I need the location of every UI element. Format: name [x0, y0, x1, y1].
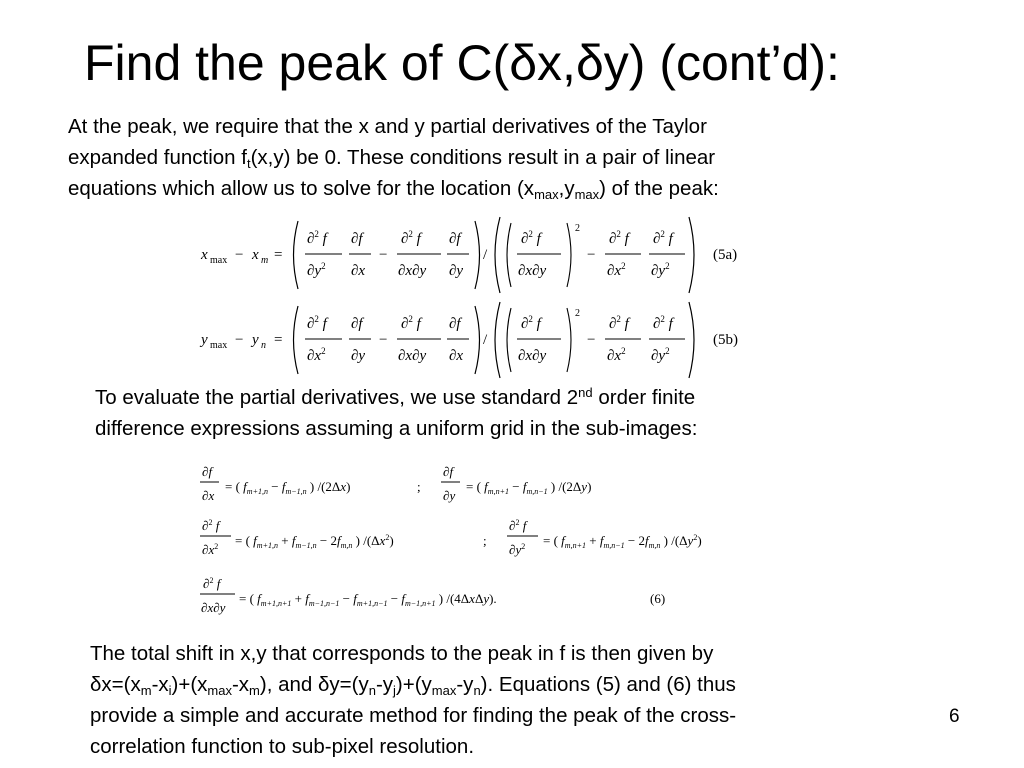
open-paren	[495, 302, 500, 378]
fd-line-2: difference expressions assuming a uniform grid in the sub-images:	[95, 417, 698, 440]
svg-text:/: /	[483, 332, 488, 348]
svg-text:y: y	[252, 332, 259, 348]
equation-5b-lhs	[199, 332, 282, 351]
fd-line-1	[95, 382, 697, 413]
subscript: m	[140, 683, 152, 698]
text-run: ), and δy=(y	[259, 673, 369, 696]
numerator: ∂$^2$ f	[609, 314, 629, 332]
mixed-derivative	[200, 576, 497, 615]
denominator: ∂x∂y	[398, 263, 427, 279]
svg-text:/: /	[483, 247, 488, 263]
numerator: ∂$^2$ f	[307, 229, 327, 247]
conclusion-paragraph	[90, 638, 736, 762]
equation-5a-label: (5a)	[713, 247, 738, 263]
text-run: )+(x	[171, 673, 208, 696]
numerator: ∂$^2$ f	[401, 314, 421, 332]
open-paren	[294, 221, 299, 289]
denominator: ∂x∂y	[518, 348, 547, 364]
svg-text:= ( fm+1,n − fm−1,n ) /(2Δx): = ( $f_{m+1,n} - f_{m-1,n}$ ) /(2Δx)	[225, 479, 351, 496]
text-run: )+(y	[395, 673, 432, 696]
conclusion-line-2	[90, 669, 736, 700]
denominator: $\partial y^2$	[651, 261, 670, 279]
svg-text:max: max	[210, 340, 228, 351]
intro-line-1: At the peak, we require that the x and y partial derivatives of the Taylor	[68, 115, 707, 138]
svg-text:= ( fm,n+1 + fm,n−1 − 2fm,n ): = ( $f_{m,n+1} + f_{m,n-1} - 2f_{m,n}$ ) $/(\Delta y^2)$	[543, 533, 702, 550]
svg-text:= ( fm,n+1 − fm,n−1 ) /(2Δy): = ( $f_{m,n+1} - f_{m,n-1}$ ) /(2Δy)	[466, 479, 592, 496]
page-number: 6	[949, 706, 960, 727]
numerator: ∂$^2$ f	[653, 314, 673, 332]
intro-line-2	[68, 142, 719, 173]
equation-5b	[195, 298, 765, 382]
separator: ;	[417, 479, 421, 494]
equation-5a	[195, 213, 765, 297]
text-run: -y	[456, 673, 474, 696]
svg-text:−: −	[235, 247, 244, 263]
text-run: (x,y) be 0. These conditions result in a pair of linear	[250, 146, 716, 169]
open-paren	[495, 217, 500, 293]
text-run: expanded function f	[68, 146, 247, 169]
numerator: ∂f	[351, 316, 363, 332]
numerator: ∂$^2$ f	[653, 229, 673, 247]
svg-text:∂y2: $\partial y^2$	[509, 542, 526, 557]
text-run: ). Equations (5) and (6) thus	[480, 673, 736, 696]
svg-text:∂x: ∂x	[202, 488, 215, 503]
denominator: $\partial y^2$	[307, 261, 326, 279]
finite-difference-paragraph	[95, 382, 697, 444]
subscript: max	[431, 683, 457, 698]
svg-text:∂y: ∂y	[443, 488, 456, 503]
svg-text:=: =	[274, 247, 283, 263]
text-run: -y	[375, 673, 394, 696]
svg-text:∂f: ∂f	[443, 464, 454, 479]
denominator: ∂x∂y	[518, 263, 547, 279]
text-run: -x	[151, 673, 169, 696]
subscript: max	[207, 683, 232, 698]
svg-text:−: −	[379, 332, 388, 348]
svg-text:= ( fm+1,n+1 + fm−1,n−1 − fm+1: = ( $f_{m+1,n+1} + f_{m-1,n-1} - f_{m+1,n-1} - f_{m-1,n+1}$ ) /(4ΔxΔy).	[239, 591, 497, 608]
close-paren	[475, 306, 480, 374]
denominator: ∂x∂y	[398, 348, 427, 364]
conclusion-line-3: provide a simple and accurate method for finding the peak of the cross-	[90, 704, 737, 727]
svg-text:m: m	[261, 255, 269, 266]
denominator: $\partial x^2$	[607, 261, 626, 279]
numerator: ∂$^2$ f	[521, 229, 541, 247]
numerator: ∂$^2$ f	[307, 314, 327, 332]
svg-text:x: x	[201, 247, 208, 263]
svg-text:−: −	[587, 332, 596, 348]
close-paren	[567, 308, 571, 372]
svg-text:−: −	[235, 332, 244, 348]
svg-text:= ( fm+1,n + fm−1,n − 2fm,n ): = ( $f_{m+1,n} + f_{m-1,n} - 2f_{m,n}$ ) $/(\Delta x^2)$	[235, 533, 394, 550]
denominator: $\partial y^2$	[651, 346, 670, 364]
close-paren	[475, 221, 480, 289]
subscript: max	[534, 187, 559, 202]
subscript: t	[246, 156, 251, 171]
close-paren	[689, 217, 694, 293]
svg-text:∂x2: $\partial x^2$	[202, 542, 219, 557]
svg-text:−: −	[587, 247, 596, 263]
svg-text:2: 2	[575, 223, 580, 234]
text-run: To evaluate the partial derivatives, we use standard 2	[95, 386, 579, 409]
text-run: ) of the peak:	[599, 177, 719, 200]
denominator: $\partial x^2$	[307, 346, 326, 364]
second-derivative-x	[200, 518, 394, 557]
svg-text:∂2 f: ∂$^2$ f	[203, 576, 221, 591]
open-paren	[507, 223, 511, 287]
svg-text:∂2 f: ∂$^2$ f	[509, 518, 527, 533]
subscript: j	[393, 683, 396, 698]
subscript: n	[473, 683, 481, 698]
equation-6	[195, 460, 795, 628]
svg-text:x: x	[252, 247, 259, 263]
numerator: ∂f	[449, 316, 461, 332]
text-run: order finite	[592, 386, 696, 409]
text-run: δx=(x	[90, 673, 141, 696]
denominator: ∂y	[351, 348, 366, 364]
close-paren	[689, 302, 694, 378]
numerator: ∂f	[449, 231, 461, 247]
svg-text:2: 2	[575, 308, 580, 319]
conclusion-line-1: The total shift in x,y that corresponds to the peak in f is then given by	[90, 642, 714, 665]
equation-6-label: (6)	[650, 591, 666, 606]
separator: ;	[483, 533, 487, 548]
svg-text:max: max	[210, 255, 228, 266]
equation-5b-label: (5b)	[713, 332, 738, 348]
close-paren	[567, 223, 571, 287]
numerator: ∂$^2$ f	[401, 229, 421, 247]
svg-text:∂x∂y: ∂x∂y	[201, 600, 226, 615]
denominator: ∂x	[449, 348, 464, 364]
numerator: ∂f	[351, 231, 363, 247]
denominator: ∂x	[351, 263, 366, 279]
first-derivative-y	[441, 464, 591, 503]
first-derivative-x	[200, 464, 350, 503]
subscript: max	[574, 187, 600, 202]
denominator: ∂y	[449, 263, 464, 279]
numerator: ∂$^2$ f	[609, 229, 629, 247]
intro-line-3	[68, 173, 719, 204]
text-run: -x	[231, 673, 250, 696]
conclusion-line-4: correlation function to sub-pixel resolution.	[90, 735, 475, 758]
open-paren	[294, 306, 299, 374]
subscript: i	[168, 683, 172, 698]
text-run: equations which allow us to solve for the location (x	[68, 177, 535, 200]
equation-5a-lhs	[200, 247, 282, 266]
subscript: m	[249, 683, 260, 698]
slide-title: Find the peak of C(δx,δy) (cont’d):	[84, 35, 840, 91]
subscript: n	[368, 683, 376, 698]
second-derivative-y	[507, 518, 702, 557]
open-paren	[507, 308, 511, 372]
superscript: nd	[578, 385, 593, 400]
svg-text:y: y	[201, 332, 208, 348]
text-run: ,y	[558, 177, 575, 200]
intro-paragraph	[68, 111, 719, 204]
svg-text:−: −	[379, 247, 388, 263]
numerator: ∂$^2$ f	[521, 314, 541, 332]
svg-text:∂2 f: ∂$^2$ f	[202, 518, 220, 533]
svg-text:=: =	[274, 332, 283, 348]
svg-text:n: n	[261, 340, 266, 351]
denominator: $\partial x^2$	[607, 346, 626, 364]
svg-text:∂f: ∂f	[202, 464, 213, 479]
